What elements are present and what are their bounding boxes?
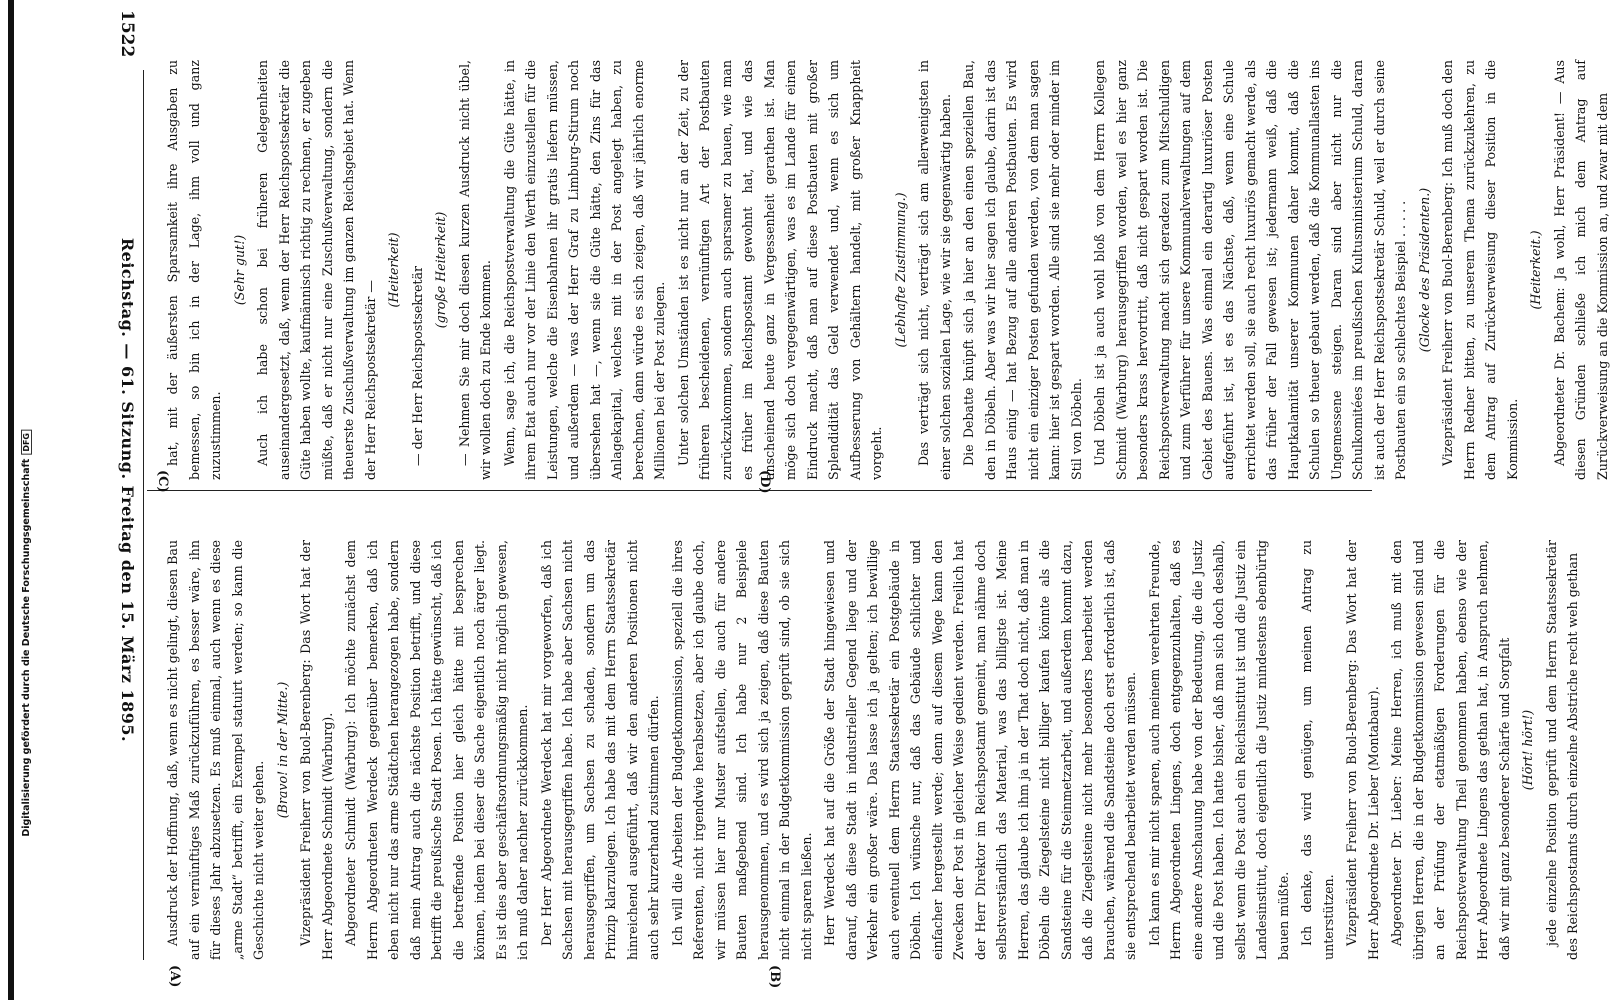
left-column-paragraph: (Heiterkeit) xyxy=(386,232,401,308)
right-column-paragraph: jede einzelne Position geprüft und dem Herrn Staatssekretär des Reichspostamts durch einzelne Abstriche recht weh gethan xyxy=(1543,540,1580,960)
left-column-paragraph: (große Heiterkeit) xyxy=(433,211,448,329)
left-column-paragraph: — der Herr Reichspostsekretär xyxy=(409,266,425,466)
margin-marker-c: (C) xyxy=(155,470,170,493)
right-text-column xyxy=(162,540,1586,960)
page-number: 1522 xyxy=(117,10,137,58)
left-column-paragraph: Die Debatte knüpft sich ja hier an den einen speziellen Bau, den in Döbeln. Aber was wir hier sagen ich glaube, darin ist das Haus einig — hat Bezug auf alle anderen Postbauten. Es wird nicht ein einziger Posten gefunden werden, von dem man sagen kann: hier ist gespart worden. Alle sind sie mehr oder minder im Stil von Döbeln. xyxy=(961,60,1084,480)
left-column-paragraph: Und Döbeln ist ja auch wohl bloß von dem Herrn Kollegen Schmidt (Warburg) herausgegriffen worden, weil es hier ganz besonders krass hervortritt, daß nicht gespart worden ist. Die Reichspostverwaltung macht sich geradezu zum Mitschuldigen und zum Verführer für unsere Kommunalverwaltungen auf dem Gebiet des Bauens. Was einmal ein derartig luxuriöser Posten aufgeführt ist, ist es das Nächste, daß, wenn eine Schule errichtet werden soll, sie auch recht luxuriös gemacht werde, als das früher der Fall gewesen ist; jedermann weiß, daß die Hauptkalamität unserer Kommunen daher kommt, daß die Schulen so theuer gebaut werden, daß die Kommunallasten ins Ungemessene steigen. Daran sind aber nicht nur die Schulkomitées im preußischen Kultusministerium Schuld, daran ist auch der Herr Reichspostsekretär Schuld, weil er durch seine Postbauten ein so schlechtes Beispiel . . . . . xyxy=(1092,60,1408,480)
page-header xyxy=(111,10,137,970)
left-column-paragraph: hat, mit der äußersten Sparsamkeit ihre Ausgaben zu bemessen, so bin ich in der Lage, ihm voll und ganz zuzustimmen. xyxy=(165,60,223,480)
right-column-paragraph: Ich kann es mir nicht sparen, auch meinem verehrten Freunde, Herrn Abgeordneten Lingens, doch entgegenzuhalten, daß es eine andere Anschauung habe von der Bedeutung, die die Justiz und die Post haben. Ich hatte bisher, daß man sich doch deshalb, selbst wenn die Post auch ein Reichsinstitut ist und die Justiz ein Landesinstitut, doch eigentlich die Justiz mindestens ebenbürtig bauen müßte. xyxy=(1146,540,1291,960)
right-column-paragraph: Ich denke, das wird genügen, um meinen Antrag zu unterstützen. xyxy=(1299,540,1336,960)
left-text-column xyxy=(162,60,1615,480)
footer-text: Digitalisierung gefördert durch die Deutsche Forschungsgemeinschaft xyxy=(21,458,32,837)
left-column-paragraph: Vizepräsident Freiherr von Buol-Berenberg: Ich muß doch den Herrn Redner bitten, zu unserem Thema zurückzukehren, zu dem Antrag auf Zurückverweisung dieser Position in die Kommission. xyxy=(1440,60,1520,480)
right-column-paragraph: Vizepräsident Freiherr von Buol-Berenberg: Das Wort hat der Herr Abgeordnete Schmidt (Warburg). xyxy=(298,540,335,960)
header-rule xyxy=(143,70,144,960)
right-column-paragraph: Herr Werdeck hat auf die Größe der Stadt hingewiesen und darauf, daß diese Stadt in industrieller Gegend liege und der Verkehr ein großer wäre. Das lasse ich ja gelten; ich bewillige auch eventuell dem Herrn Staatssekretär ein Postgebäude in Döbeln. Ich wünsche nur, daß das Gebäude schlichter und einfacher hergestellt werde; denn auf diesem Wege kann den Zwecken der Post in gleicher Weise gedient werden. Freilich hat der Herr Direktor im Reichspostamt gemeint, man nähme doch selbstverständlich das Material, was das billigste ist. Meine Herren, das glaube ich ihm ja in der That doch nicht, daß man in Döbeln die Ziegelsteine nicht billiger kaufen könnte als die Sandsteine für die Steinmetzarbeit, und außerdem kommt dazu, daß die Ziegelsteine nicht mehr besonders bearbeitet werden brauchen, während die Sandsteine doch erst erforderlich ist, daß sie entsprechend bearbeitet werden müssen. xyxy=(822,540,1138,960)
left-column-paragraph: Abgeordneter Dr. Bachem: Ja wohl, Herr Präsident! — Aus diesen Gründen schließe ich mich dem Antrag auf Zurückverweisung an die Kommission an, und zwar mit dem xyxy=(1551,60,1610,480)
left-column-paragraph: Das verträgt sich nicht, verträgt sich am allerwenigsten in einer solchen sozialen Lage, wie wir sie gegenwärtig haben. xyxy=(916,60,953,480)
bottom-border xyxy=(8,0,14,1000)
left-column-paragraph: — Nehmen Sie mir doch diesen kurzen Ausdruck nicht übel, wir wollen doch zu Ende kommen. xyxy=(456,60,493,480)
right-column-paragraph: Der Herr Abgeordnete Werdeck hat mir vorgeworfen, daß ich Sachsen mit herausgegriffen habe. Ich habe aber Sachsen nicht herausgegriffen, um Sachsen zu schaden, sondern um das Prinzip klarzulegen. Ich habe das mit dem Herrn Staatssekretär hinreichend ausgeführt, daß wir den anderen Positionen nicht auch sehr kurzerhand zustimmen dürfen. xyxy=(538,540,661,960)
right-column-paragraph: (Hört! hört!) xyxy=(1520,709,1535,791)
margin-marker-b: (B) xyxy=(767,965,782,989)
right-column-paragraph: Ausdruck der Hoffnung, daß, wenn es nicht gelingt, diesen Bau auf ein vernünftiges Maß zurückzuführen, es besser wäre, ihn für dieses Jahr abzusetzen. Es muß einmal, auch wenn es diese „arme Stadt“ betrifft, ein Exempel statuirt werden; so kann die Geschichte nicht weiter gehen. xyxy=(165,540,266,960)
right-column-paragraph: Vizepräsident Freiherr von Buol-Berenberg: Das Wort hat der Herr Abgeordnete Dr. Lieber (Montabaur). xyxy=(1344,540,1381,960)
dfg-logo: DFG xyxy=(21,430,32,455)
left-column-paragraph: (Heiterkeit.) xyxy=(1528,230,1543,310)
left-column-paragraph: (Lebhafte Zustimmung.) xyxy=(892,192,908,348)
right-column-paragraph: Ich will die Arbeiten der Budgetkommission, speziell die ihres Referenten, nicht irgendwie herabsetzen, aber ich glaube doch, wir müssen hier nur Muster aufstellen, die auch für andere Bauten maßgebend sind. Ich habe nur 2 Beispiele herausgenommen, und es wird sich ja zeigen, daß diese Bauten nicht einmal in der Budgetkommission geprüft sind, ob sie sich nicht sparen ließen. xyxy=(669,540,814,960)
right-column-paragraph: Abgeordneter Dr. Lieber: Meine Herren, ich muß mit den übrigen Herren, die in der Budgetkommission gewesen sind und an der Prüfung der etatmäßigen Forderungen für die Reichspostverwaltung Theil genommen haben, ebenso wie der Herr Abgeordnete Lingens das gethan hat, in Anspruch nehmen, daß wir mit ganz besonderer Schärfe und Sorgfalt xyxy=(1389,540,1512,960)
left-column-paragraph: (Glocke des Präsidenten.) xyxy=(1416,187,1432,353)
digitization-credit xyxy=(21,430,32,837)
left-column-paragraph: Unter solchen Umständen ist es nicht nur an der Zeit, zu der früheren bescheidenen, vernünftigen Art der Postbauten zurückzukommen, sondern auch sparsamer zu bauen, wie man es früher im Reichspostamt gewohnt hat, und wie das anscheinend heute ganz in Vergessenheit gerathen ist. Man möge sich doch vergegenwärtigen, was es im Lande für einen Eindruck macht, daß man auf diese Postbauten mit großer Splendidität das Geld verwendet und, wenn es sich um Aufbesserung von Gehältern handelt, mit großer Knappheit vorgeht. xyxy=(675,60,884,480)
margin-marker-d: (D) xyxy=(757,470,772,494)
right-column-paragraph: (Bravo! in der Mitte.) xyxy=(274,681,290,819)
right-column-paragraph: Abgeordneter Schmidt (Warburg): Ich möchte zunächst dem Herrn Abgeordneten Werdeck gegenüber bemerken, daß ich eben nicht nur das arme Städtchen herangezogen habe, sondern daß mein Antrag auch die nächste Position betrifft, und diese betrifft die preußische Stadt Posen. Ich hätte gewünscht, daß ich die betreffende Position hier gleich hätte mit besprechen können, indem bei dieser die Sache eigentlich noch ärger liegt. Es ist dies aber geschäftsordnungsmäßig nicht möglich gewesen, ich muß daher nachher zurückkommen. xyxy=(343,540,530,960)
left-column-paragraph: Wenn, sage ich, die Reichspostverwaltung die Güte hätte, in ihrem Etat auch nur vor der Linie den Werth einzustellen für die Leistungen, welche die Eisenbahnen ihr gratis liefern müssen, und außerdem — was der Herr Graf zu Limburg-Stirum noch übersehen hat —, wenn sie die Güte hätte, den Zins für das Anlagekapital, welches mit in der Post angelegt haben, zu berechnen, dann würde es sich zeigen, daß wir jährlich enorme Millionen bei der Post zulegen. xyxy=(501,60,667,480)
margin-marker-a: (A) xyxy=(167,965,182,988)
left-column-paragraph: Auch ich habe schon bei früheren Gelegenheiten auseinandergesetzt, daß, wenn der Herr Reichspostsekretär die Güte haben wollte, kaufmännisch richtig zu rechnen, er zugeben müßte, daß er nicht nur eine Zuschußverwaltung, sondern die theuerste Zuschußverwaltung im ganzen Reichsgebiet hat. Wenn der Herr Reichspostsekretär — xyxy=(255,60,378,480)
page-title: Reichstag. — 61. Sitzung. Freitag den 15. März 1895. xyxy=(118,237,137,743)
left-column-paragraph: (Sehr gut!) xyxy=(231,234,247,306)
